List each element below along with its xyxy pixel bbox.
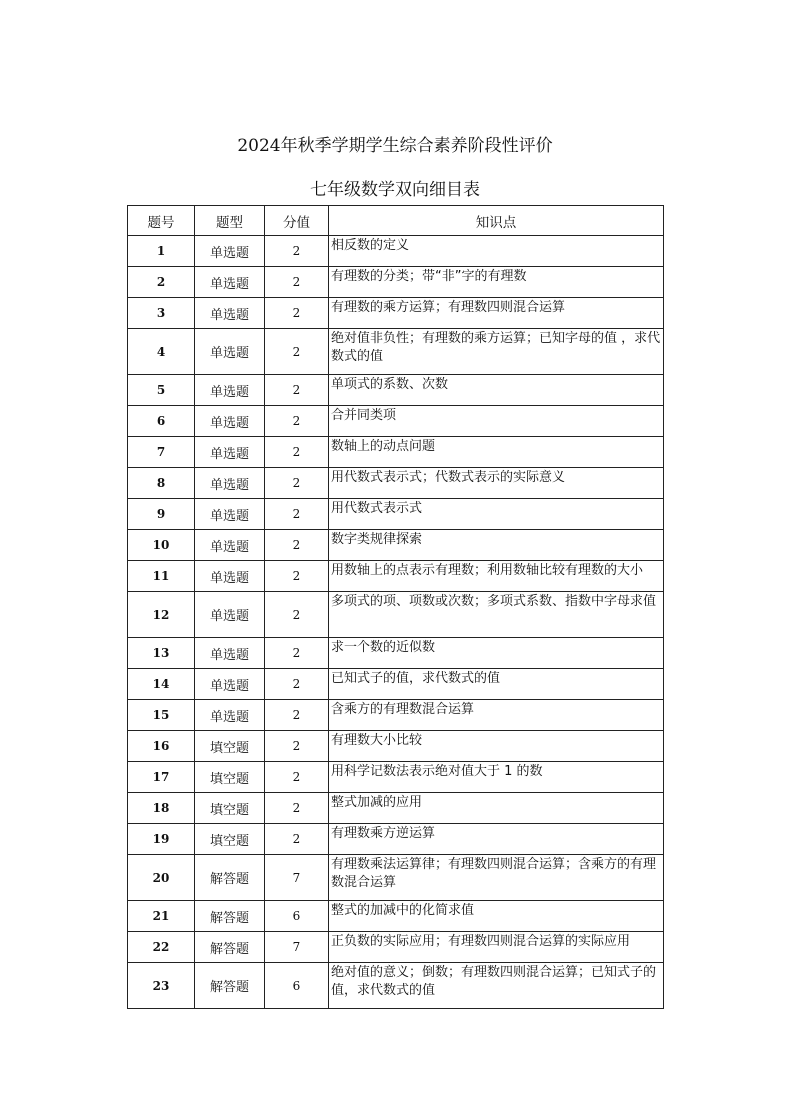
table-row bbox=[128, 669, 664, 700]
score-cell: 7 bbox=[265, 855, 329, 901]
table-row bbox=[128, 267, 664, 298]
question-number-cell: 16 bbox=[128, 731, 195, 762]
table-row bbox=[128, 963, 664, 1009]
question-type-cell: 填空题 bbox=[195, 731, 265, 762]
score-cell: 2 bbox=[265, 468, 329, 499]
knowledge-point-cell: 绝对值的意义；倒数；有理数四则混合运算；已知式子的值，求代数式的值 bbox=[329, 963, 664, 1009]
question-type-cell: 单选题 bbox=[195, 592, 265, 638]
table-row bbox=[128, 406, 664, 437]
document-title: 2024年秋季学期学生综合素养阶段性评价 bbox=[237, 136, 553, 156]
table-row bbox=[128, 499, 664, 530]
score-cell: 6 bbox=[265, 963, 329, 1009]
table-row bbox=[128, 561, 664, 592]
score-cell: 2 bbox=[265, 530, 329, 561]
question-type-cell: 单选题 bbox=[195, 375, 265, 406]
question-type-cell: 解答题 bbox=[195, 901, 265, 932]
score-cell: 2 bbox=[265, 267, 329, 298]
table-row bbox=[128, 731, 664, 762]
knowledge-point-cell: 正负数的实际应用；有理数四则混合运算的实际应用 bbox=[329, 932, 664, 963]
knowledge-point-cell: 有理数大小比较 bbox=[329, 731, 664, 762]
question-type-cell: 单选题 bbox=[195, 468, 265, 499]
question-type-cell: 单选题 bbox=[195, 561, 265, 592]
score-cell: 2 bbox=[265, 793, 329, 824]
knowledge-point-cell: 有理数乘法运算律；有理数四则混合运算；含乘方的有理数混合运算 bbox=[329, 855, 664, 901]
score-cell: 2 bbox=[265, 638, 329, 669]
knowledge-point-cell: 已知式子的值，求代数式的值 bbox=[329, 669, 664, 700]
score-cell: 6 bbox=[265, 901, 329, 932]
question-number-cell: 17 bbox=[128, 762, 195, 793]
table-row bbox=[128, 932, 664, 963]
question-number-cell: 22 bbox=[128, 932, 195, 963]
knowledge-point-cell: 合并同类项 bbox=[329, 406, 664, 437]
specification-table bbox=[127, 205, 664, 1009]
table-row bbox=[128, 700, 664, 731]
question-type-cell: 填空题 bbox=[195, 824, 265, 855]
question-number-cell: 5 bbox=[128, 375, 195, 406]
table-row bbox=[128, 329, 664, 375]
score-cell: 2 bbox=[265, 375, 329, 406]
knowledge-point-cell: 整式加减的应用 bbox=[329, 793, 664, 824]
question-number-cell: 12 bbox=[128, 592, 195, 638]
table-row bbox=[128, 236, 664, 267]
question-number-cell: 4 bbox=[128, 329, 195, 375]
question-number-cell: 18 bbox=[128, 793, 195, 824]
score-cell: 2 bbox=[265, 298, 329, 329]
knowledge-point-cell: 有理数的分类；带“非”字的有理数 bbox=[329, 267, 664, 298]
header-knowledge-point: 知识点 bbox=[329, 206, 664, 236]
knowledge-point-cell: 用科学记数法表示绝对值大于 1 的数 bbox=[329, 762, 664, 793]
question-type-cell: 单选题 bbox=[195, 329, 265, 375]
knowledge-point-cell: 求一个数的近似数 bbox=[329, 638, 664, 669]
question-number-cell: 6 bbox=[128, 406, 195, 437]
score-cell: 2 bbox=[265, 762, 329, 793]
question-number-cell: 13 bbox=[128, 638, 195, 669]
knowledge-point-cell: 用代数式表示式；代数式表示的实际意义 bbox=[329, 468, 664, 499]
question-type-cell: 单选题 bbox=[195, 700, 265, 731]
knowledge-point-cell: 用数轴上的点表示有理数；利用数轴比较有理数的大小 bbox=[329, 561, 664, 592]
question-number-cell: 7 bbox=[128, 437, 195, 468]
knowledge-point-cell: 数轴上的动点问题 bbox=[329, 437, 664, 468]
knowledge-point-cell: 整式的加减中的化简求值 bbox=[329, 901, 664, 932]
score-cell: 2 bbox=[265, 824, 329, 855]
knowledge-point-cell: 数字类规律探索 bbox=[329, 530, 664, 561]
question-type-cell: 解答题 bbox=[195, 932, 265, 963]
score-cell: 2 bbox=[265, 499, 329, 530]
question-number-cell: 11 bbox=[128, 561, 195, 592]
score-cell: 2 bbox=[265, 669, 329, 700]
knowledge-point-cell: 有理数乘方逆运算 bbox=[329, 824, 664, 855]
knowledge-point-cell: 相反数的定义 bbox=[329, 236, 664, 267]
score-cell: 2 bbox=[265, 592, 329, 638]
score-cell: 2 bbox=[265, 731, 329, 762]
header-score: 分值 bbox=[265, 206, 329, 236]
table-row bbox=[128, 298, 664, 329]
table-row bbox=[128, 638, 664, 669]
score-cell: 2 bbox=[265, 236, 329, 267]
document-subtitle: 七年级数学双向细目表 bbox=[310, 180, 480, 200]
table-row bbox=[128, 762, 664, 793]
question-type-cell: 单选题 bbox=[195, 638, 265, 669]
knowledge-point-cell: 绝对值非负性；有理数的乘方运算；已知字母的值 ，求代数式的值 bbox=[329, 329, 664, 375]
question-number-cell: 3 bbox=[128, 298, 195, 329]
header-question-number: 题号 bbox=[128, 206, 195, 236]
table-row bbox=[128, 824, 664, 855]
question-type-cell: 单选题 bbox=[195, 267, 265, 298]
table-body bbox=[128, 236, 664, 1009]
table-row bbox=[128, 468, 664, 499]
table-row bbox=[128, 530, 664, 561]
question-number-cell: 21 bbox=[128, 901, 195, 932]
question-number-cell: 14 bbox=[128, 669, 195, 700]
table-row bbox=[128, 592, 664, 638]
table-row bbox=[128, 855, 664, 901]
question-type-cell: 单选题 bbox=[195, 298, 265, 329]
question-number-cell: 8 bbox=[128, 468, 195, 499]
question-type-cell: 单选题 bbox=[195, 437, 265, 468]
score-cell: 2 bbox=[265, 561, 329, 592]
question-type-cell: 解答题 bbox=[195, 963, 265, 1009]
knowledge-point-cell: 含乘方的有理数混合运算 bbox=[329, 700, 664, 731]
score-cell: 2 bbox=[265, 437, 329, 468]
question-type-cell: 单选题 bbox=[195, 236, 265, 267]
question-type-cell: 填空题 bbox=[195, 762, 265, 793]
question-number-cell: 20 bbox=[128, 855, 195, 901]
question-number-cell: 2 bbox=[128, 267, 195, 298]
score-cell: 2 bbox=[265, 329, 329, 375]
knowledge-point-cell: 有理数的乘方运算；有理数四则混合运算 bbox=[329, 298, 664, 329]
table-row bbox=[128, 437, 664, 468]
question-number-cell: 15 bbox=[128, 700, 195, 731]
question-number-cell: 9 bbox=[128, 499, 195, 530]
knowledge-point-cell: 用代数式表示式 bbox=[329, 499, 664, 530]
question-type-cell: 单选题 bbox=[195, 406, 265, 437]
question-number-cell: 19 bbox=[128, 824, 195, 855]
header-question-type: 题型 bbox=[195, 206, 265, 236]
table-row bbox=[128, 901, 664, 932]
question-number-cell: 1 bbox=[128, 236, 195, 267]
question-type-cell: 单选题 bbox=[195, 669, 265, 700]
knowledge-point-cell: 多项式的项、项数或次数；多项式系数、指数中字母求值 bbox=[329, 592, 664, 638]
question-type-cell: 填空题 bbox=[195, 793, 265, 824]
question-number-cell: 23 bbox=[128, 963, 195, 1009]
score-cell: 2 bbox=[265, 406, 329, 437]
score-cell: 7 bbox=[265, 932, 329, 963]
knowledge-point-cell: 单项式的系数、次数 bbox=[329, 375, 664, 406]
score-cell: 2 bbox=[265, 700, 329, 731]
question-type-cell: 单选题 bbox=[195, 499, 265, 530]
table-row bbox=[128, 793, 664, 824]
table-row bbox=[128, 375, 664, 406]
question-number-cell: 10 bbox=[128, 530, 195, 561]
table-header-row bbox=[128, 206, 664, 236]
question-type-cell: 解答题 bbox=[195, 855, 265, 901]
question-type-cell: 单选题 bbox=[195, 530, 265, 561]
